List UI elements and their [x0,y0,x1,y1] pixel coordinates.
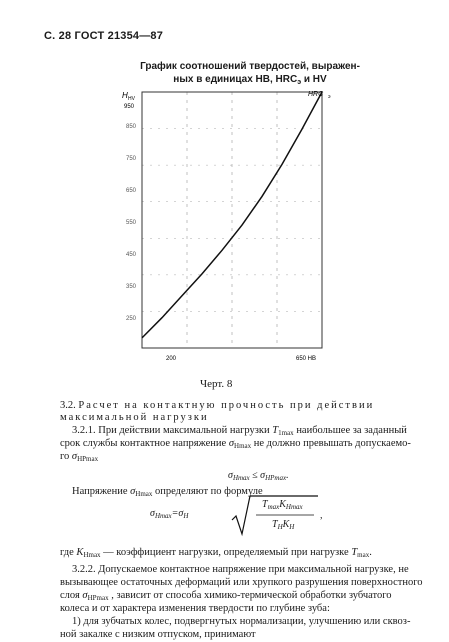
stress-sigma: σ [130,486,136,497]
figure-title [120,60,380,89]
section-3-2-heading [60,400,420,424]
s321-line2-b: не должно превышать допускаемо- [253,438,411,449]
figure-title-line1: График соотношений твердостей, выражен- [140,61,360,72]
section-3-2-num: 3.2. [60,400,76,411]
formula-comma: , [320,510,323,521]
s322-line3-b: , зависит от способа химико-термической обработки зубчатого [111,590,392,601]
formula-num-T: T [262,499,268,510]
where-b: — коэффициент нагрузки, определяемый при нагрузке [103,547,349,558]
left-tick-label: 350 [126,284,137,290]
where-K-sub: Hmax [83,551,101,559]
page-header: С. 28 ГОСТ 21354—87 [44,30,164,42]
s321-sigma1-sub: Hmax [234,442,252,450]
where-T-sub: max [357,551,370,559]
ineq-sign: ≤ [252,470,258,481]
figure-title-sub: э [297,79,302,86]
where-T: T [351,547,358,558]
figure-title-end: и HV [301,74,327,85]
where-line [60,547,440,561]
s321-sigma2: σ [71,451,78,462]
s322-sigma-sub: HPmax [87,594,109,602]
where-end: . [369,547,372,558]
figure-caption: Черт. 8 [200,378,233,390]
top-right-label-sub: э [328,94,331,100]
s321-text-a: При действии максимальной нагрузки [98,425,270,436]
formula-left-sub: Hmax [154,512,172,520]
stress-sub: Hmax [135,490,153,498]
left-tick-labels [126,124,137,322]
s321-sigma2-sub: HPmax [77,455,99,463]
left-tick-label: 750 [126,156,137,162]
ineq-left-sub: Hmax [232,474,250,482]
formula-den-K-sub: H [289,523,295,531]
top-left-label-sub: HV [128,96,135,102]
left-tick-label: 250 [126,316,137,322]
s322-sigma: σ [82,590,88,601]
top-left-label [122,91,136,110]
bottom-tick-1: 200 [166,356,177,362]
formula-left-sigma: σ [150,508,155,519]
inequality [228,470,289,482]
s321-line2-a: срок службы контактное напряжение [60,438,227,449]
section-3-2-1-line3 [60,451,98,465]
formula-den-K: K [282,519,290,530]
bottom-tick-2: 650 HB [296,356,317,362]
ineq-right: σ [260,470,266,481]
s322-line1: 3.2.2. Допускаемое контактное напряжение при максимальной нагрузке, не [72,564,409,575]
stress-text-b: определяют по формуле [155,486,263,497]
s321-num: 3.2.1. [72,425,96,436]
ineq-left: σ [228,470,233,481]
s321-T: T [272,425,279,436]
formula-num-T-sub: max [267,503,280,511]
top-right-label [308,91,331,100]
section-3-2-1-line2 [60,438,422,452]
left-tick-label: 650 [126,188,137,194]
hardness-chart [118,86,338,366]
stress-text: Напряжение [72,486,128,497]
formula-num-K-sub: Hmax [285,503,303,511]
s322-line4: колеса и от характера изменения твердости по глубине зуба: [60,603,330,614]
s322-line2: вызывающее остаточных деформаций или хрупкого разрушения поверхностного [60,577,423,588]
s322-line3-a: слоя [60,590,80,601]
s322-item1-line2: ной закалке с низким отпуском, принимают [60,629,256,640]
left-tick-label: 450 [126,252,137,258]
top-left-label-h: H [122,91,128,100]
figure-title-line2-text: ных в единицах HB, HRC [173,74,298,85]
formula-den-T: T [272,519,278,530]
section-3-2-1-line1 [72,425,422,439]
where-a: где [60,547,74,558]
left-tick-label: 550 [126,220,137,226]
s321-T-sub: 1max [278,429,294,437]
left-tick-label: 850 [126,124,137,130]
s321-line3-a: го [60,451,70,462]
where-K: K [76,547,84,558]
s322-line3 [60,590,442,604]
formula-eq-sub: H [183,512,189,520]
formula-eq: =σ [171,508,184,519]
formula-den-T-sub: H [277,523,283,531]
s321-sigma1: σ [228,438,235,449]
top-left-label-value: 950 [124,104,135,110]
top-right-label-hrc: HRC [308,91,324,98]
ineq-right-sub: HPmax [265,474,287,482]
section-3-2-title: Расчет на контактную прочность при действии максимальной нагрузки [60,400,375,423]
formula-num-K: K [279,499,286,510]
ineq-end: . [286,470,289,481]
s322-item1-line1: 1) для зубчатых колес, подвергнутых нормализации, улучшению или сквоз- [72,616,411,627]
formula-left [150,508,188,520]
formula-numerator [262,499,303,511]
formula-denominator [272,519,294,531]
s321-text-b: наибольшее за заданный [296,425,407,436]
